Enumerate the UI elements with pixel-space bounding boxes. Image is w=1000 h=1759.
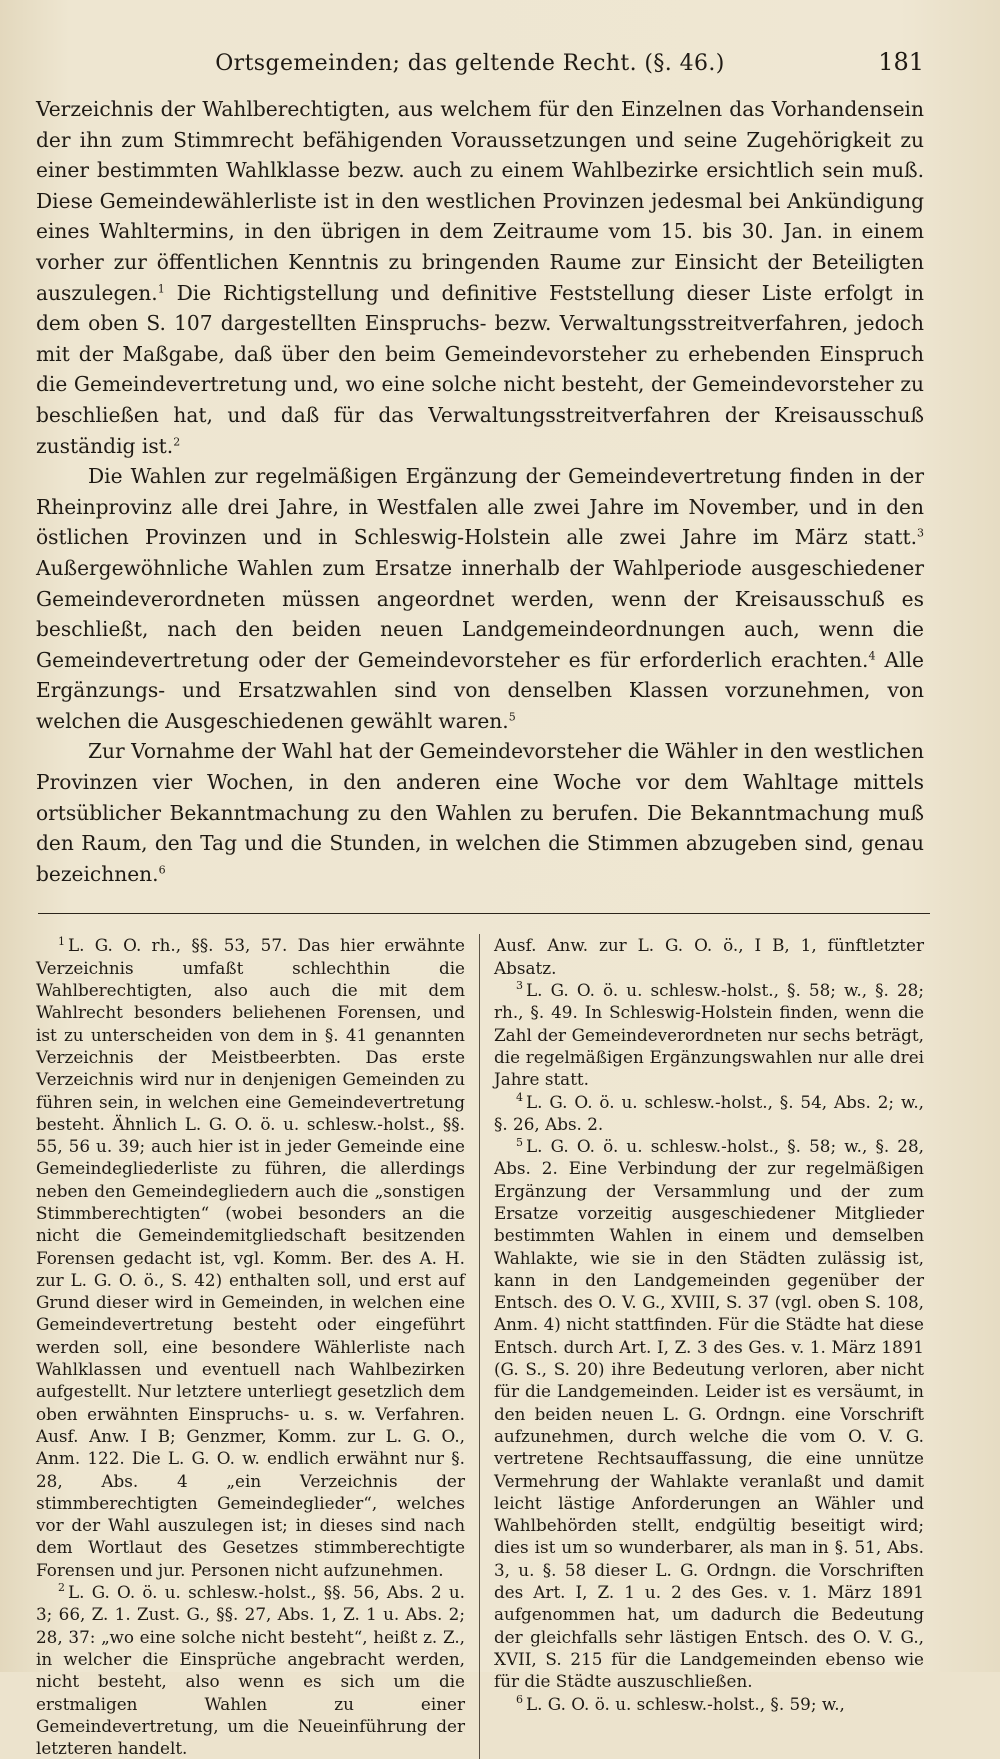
footnote-mark: 5 [516, 1135, 523, 1149]
paragraph-2-text-end: Alle Ergänzungs- und Ersatzwahlen sind von denselben Klassen vorzunehmen, von welchen die Ausgeschiedenen gewählt waren. [36, 647, 924, 733]
main-text [36, 94, 924, 889]
footnote-column-right [480, 934, 924, 1714]
footnote-5-text: L. G. O. ö. u. schlesw.-holst., §. 58; w., §. 28, Abs. 2. Eine Verbindung der zur regelmäßigen Ergänzung der Versammlung und der zum Ersatze vorzeitig ausgeschiedener Mitglieder bestimmten Wahlen in einem und demselben Wahlakte, wie sie in den Städten zulässig ist, kann in den Landgemeinden gegenüber der Entsch. des O. V. G., XVIII, S. 37 (vgl. oben S. 108, Anm. 4) nicht stattfinden. Für die Städte hat diese Entsch. durch Art. I, Z. 3 des Ges. v. 1. März 1891 (G. S., S. 20) ihre Bedeutung verloren, aber nicht für die Landgemeinden. Leider ist es versäumt, in den beiden neuen L. G. Ordngn. eine Vorschrift aufzunehmen, durch welche die vom O. V. G. vertretene Rechtsauffassung, die eine unnütze Vermehrung der Wahlakte veranlaßt und damit leicht lästige Anforderungen an Wähler und Wahlbehörden stellt, endgültig beseitigt wird; dies ist um so wunderbarer, als man in §. 51, Abs. 3, u. §. 58 dieser L. G. Ordngn. die Vorschriften des Art. I, Z. 1 u. 2 des Ges. v. 1. März 1891 aufgenommen hat, um dadurch die Bedeutung der gleichfalls sehr lästigen Entsch. des O. V. G., XVII, S. 215 für die Landgemeinden ebenso wie für die Städte auszuschließen. [494, 1136, 924, 1692]
footnote-ref: 2 [173, 434, 181, 448]
footnote-separator [38, 913, 930, 914]
running-head [36, 48, 924, 88]
footnote-column-left [36, 934, 480, 1759]
footnote-1-text: L. G. O. rh., §§. 53, 57. Das hier erwähnte Verzeichnis umfaßt schlechthin die Wahlberechtigten, also auch die mit dem Wahlrecht besonders beliehenen Forensen, und ist zu unterscheiden von dem in §. 41 genannten Verzeichnis der Meistbeerbten. Das erste Verzeichnis wird nur in denjenigen Gemeinden zu führen sein, in welchen eine Gemeindevertretung besteht. Ähnlich L. G. O. ö. u. schlesw.-holst., §§. 55, 56 u. 39; auch hier ist in jeder Gemeinde eine Gemeindegliederliste zu führen, die allerdings neben den Gemeindegliedern auch die „sonstigen Stimmberechtigten“ (wobei besonders an die nicht die Gemeindemitgliedschaft besitzenden Forensen gedacht ist, vgl. Komm. Ber. des A. H. zur L. G. O. ö., S. 42) enthalten soll, und erst auf Grund dieser wird in Gemeinden, in welchen eine Gemeindevertretung besteht oder eingeführt werden soll, eine besondere Wählerliste nach Wahlklassen und eventuell nach Wahlbezirken aufgestellt. Nur letztere unterliegt gesetzlich dem oben erwähnten Einspruchs- u. s. w. Verfahren. Ausf. Anw. I B; Genzmer, Komm. zur L. G. O., Anm. 122. Die L. G. O. w. endlich erwähnt nur §. 28, Abs. 4 „ein Verzeichnis der stimmberechtigten Gemeindeglieder“, welches vor der Wahl auszulegen ist; in dieses sind nach dem Wortlaut des Gesetzes stimmberechtigte Forensen und jur. Personen nicht aufzunehmen. [36, 935, 465, 1580]
footnote-mark: 6 [516, 1692, 523, 1706]
footnote-3-text: L. G. O. ö. u. schlesw.-holst., §. 58; w., §. 28; rh., §. 49. In Schleswig-Holstein finden, wenn die Zahl der Gemeindeverordneten nur sechs beträgt, die regelmäßigen Ergänzungswahlen nur alle drei Jahre statt. [494, 980, 924, 1090]
footnote-ref: 1 [157, 281, 165, 295]
footnotes [36, 934, 924, 1759]
page-number: 181 [878, 48, 924, 76]
paragraph-3 [36, 736, 924, 889]
footnote-ref: 4 [868, 648, 876, 662]
footnote-5 [494, 1135, 924, 1692]
paragraph-1-text: Verzeichnis der Wahlberechtigten, aus welchem für den Einzelnen das Vorhandensein der ihn zum Stimmrecht befähigenden Voraussetzungen und seine Zugehörigkeit zu einer bestimmten Wahlklasse bezw. auch zu einem Wahlbezirke ersichtlich sein muß. Diese Gemeindewählerliste ist in den westlichen Provinzen jedesmal bei Ankündigung eines Wahltermins, in den übrigen in dem Zeitraume vom 15. bis 30. Jan. in einem vorher zur öffentlichen Kenntnis zu bringenden Raume zur Einsicht der Beteiligten auszulegen. [36, 97, 924, 305]
footnote-3 [494, 979, 924, 1090]
footnote-4 [494, 1091, 924, 1136]
footnote-mark: 4 [516, 1090, 523, 1104]
footnote-2-text: L. G. O. ö. u. schlesw.-holst., §§. 56, Abs. 2 u. 3; 66, Z. 1. Zust. G., §§. 27, Abs. 1, Z. 1 u. Abs. 2; 28, 37: „wo eine solche nicht besteht“, heißt z. Z., in welcher die Einsprüche angebracht werden, nicht besteht, also wenn es sich um die erstmaligen Wahlen zu einer Gemeindevertretung, um die Neueinführung der letzteren handelt. [36, 1582, 465, 1759]
paragraph-3-text: Zur Vornahme der Wahl hat der Gemeindevorsteher die Wähler in den westlichen Provinzen vier Wochen, in den anderen eine Woche vor dem Wahltage mittels ortsüblicher Bekanntmachung zu den Wahlen zu berufen. Die Bekanntmachung muß den Raum, den Tag und die Stunden, in welchen die Stimmen abzugeben sind, genau bezeichnen. [36, 739, 924, 886]
footnote-ref: 5 [508, 710, 516, 724]
footnote-mark: 3 [516, 979, 523, 993]
footnote-mark: 1 [58, 934, 65, 948]
footnote-ref: 3 [917, 526, 924, 540]
footnote-2-continued: Ausf. Anw. zur L. G. O. ö., I B, 1, fünftletzter Absatz. [494, 935, 924, 978]
paragraph-1 [36, 94, 924, 461]
paragraph-1-text-cont: Die Richtigstellung und definitive Feststellung dieser Liste erfolgt in dem oben S. 107 dargestellten Einspruchs- bezw. Verwaltungsstreitverfahren, jedoch mit der Maßgabe, daß über den beim Gemeindevorsteher zu erhebenden Einspruch die Gemeindevertretung und, wo eine solche nicht besteht, der Gemeindevorsteher zu beschließen hat, und daß für das Verwaltungsstreitverfahren der Kreisausschuß zuständig ist. [36, 280, 924, 458]
footnote-1 [36, 934, 465, 1581]
footnote-ref: 6 [158, 863, 166, 877]
footnote-mark: 2 [58, 1581, 65, 1595]
running-title: Ortsgemeinden; das geltende Recht. (§. 46.) [215, 51, 725, 76]
footnote-6-text: L. G. O. ö. u. schlesw.-holst., §. 59; w., [526, 1693, 845, 1714]
paragraph-2-text: Die Wahlen zur regelmäßigen Ergänzung der Gemeindevertretung finden in der Rheinprovinz alle drei Jahre, in Westfalen alle zwei Jahre im November, und in den östlichen Provinzen und in Schleswig-Holstein alle zwei Jahre im März statt. [36, 464, 924, 550]
paragraph-2 [36, 461, 924, 736]
footnote-4-text: L. G. O. ö. u. schlesw.-holst., §. 54, Abs. 2; w., §. 26, Abs. 2. [494, 1091, 924, 1134]
footnote-2 [36, 1581, 465, 1759]
paragraph-2-text-cont: Außergewöhnliche Wahlen zum Ersatze innerhalb der Wahlperiode ausgeschiedener Gemeindeverordneten müssen angeordnet werden, wenn der Kreisausschuß es beschließt, nach den beiden neuen Landgemeindeordnungen auch, wenn die Gemeindevertretung oder der Gemeindevorsteher es für erforderlich erachten. [36, 555, 924, 672]
footnote-6 [494, 1693, 924, 1715]
